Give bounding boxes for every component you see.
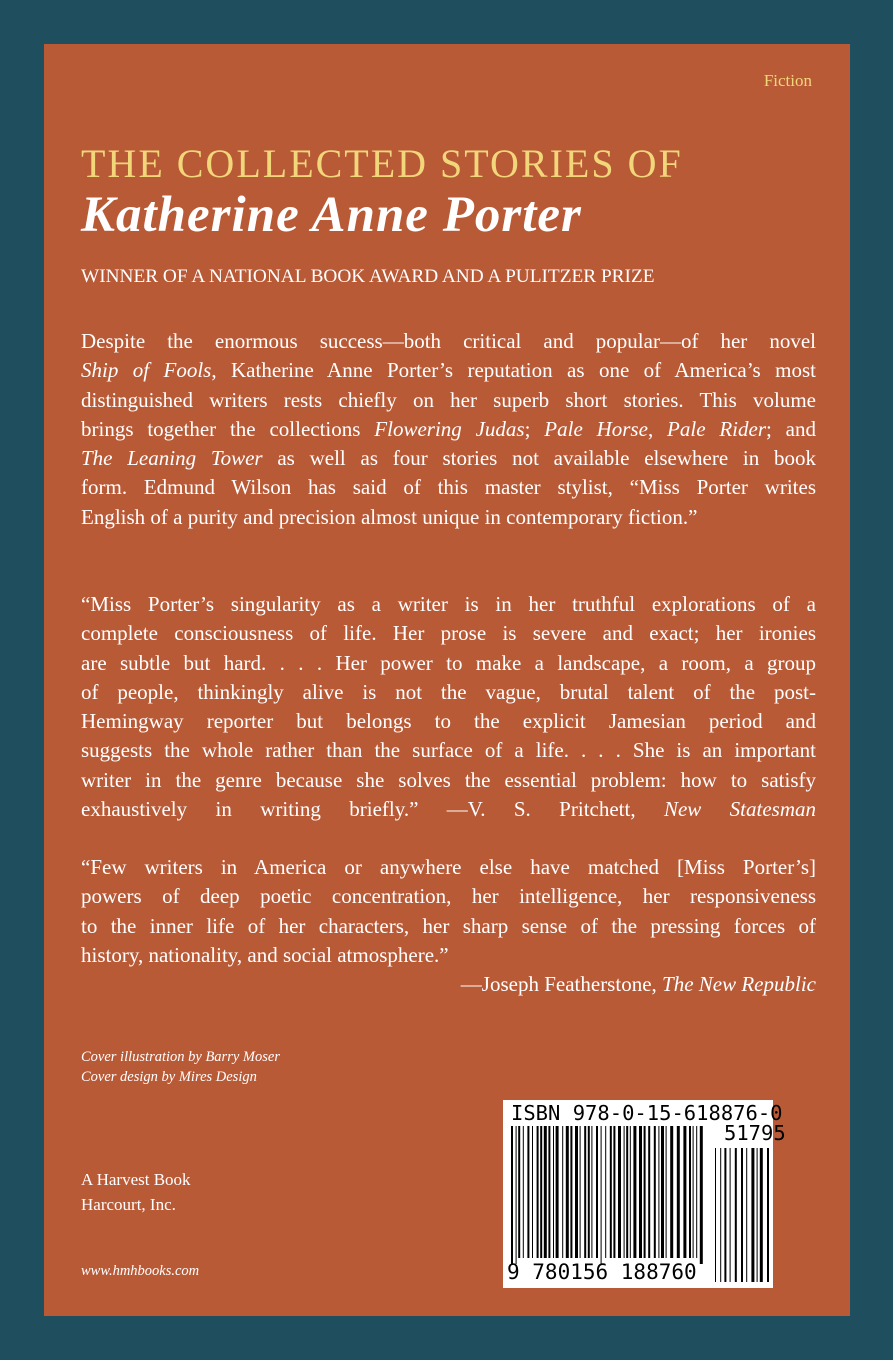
text-segment: exhaustively in writing briefly.” —V. S. Pritchett, [81,797,664,822]
addon-bar [741,1148,743,1282]
text-line [81,970,816,999]
website-url: www.hmhbooks.com [81,1263,200,1279]
barcode-bar [696,1126,697,1258]
barcode-bar [626,1126,628,1258]
italic-title: Ship of Fools [81,358,212,383]
addon-bar [757,1148,758,1282]
barcode-bar [548,1126,550,1258]
barcode-bar [654,1126,656,1258]
barcode-bar [532,1126,533,1258]
text-line [81,590,816,619]
barcode-bar [527,1126,529,1258]
barcode-bar [601,1126,602,1264]
text-line [81,707,816,736]
barcode-bar [624,1126,625,1258]
text-line [81,912,816,941]
award-line: WINNER OF A NATIONAL BOOK AWARD AND A PULITZER PRIZE [81,266,655,287]
addon-bar [730,1148,731,1282]
genre-label: Fiction [763,71,812,90]
text-segment: suggests the whole rather than the surface of a life. . . . She is an important [81,738,816,763]
text-segment: English of a purity and precision almost unique in contemporary fiction.” [81,504,698,529]
barcode-bar [613,1126,615,1258]
barcode-bar [544,1126,547,1258]
text-line [81,853,816,882]
barcode-bar [693,1126,694,1258]
text-line [81,327,816,356]
barcode-bar [639,1126,642,1258]
barcode-bar [584,1126,586,1258]
barcode-bar [618,1126,621,1258]
barcode-bar [648,1126,650,1258]
barcode-bar [566,1126,569,1258]
text-segment: complete consciousness of life. Her prose is severe and exact; her ironies [81,621,816,646]
barcode-bar [523,1126,524,1258]
text-line [81,736,816,765]
barcode-bar [670,1126,673,1258]
illustration-credit: Cover illustration by Barry Moser [81,1049,280,1065]
text-segment: brings together the collections [81,416,375,441]
text-segment: powers of deep poetic concentration, her intelligence, her responsiveness [81,884,816,909]
text-segment: , Katherine Anne Porter’s reputation as one of America’s most [211,358,816,383]
book-back-cover [44,44,850,1316]
text-line [81,766,816,795]
text-line [81,795,816,824]
barcode-bar [689,1126,691,1258]
italic-title: Pale Rider [667,416,767,441]
barcode-bar [570,1126,572,1258]
design-credit: Cover design by Mires Design [81,1069,257,1085]
barcode-bar [591,1126,592,1258]
text-segment: form. Edmund Wilson has said of this master stylist, “Miss Porter writes [81,475,816,500]
italic-title: The Leaning Tower [81,446,263,471]
text-line [81,941,816,970]
italic-title: Flowering Judas [374,416,525,441]
barcode-bar [580,1126,581,1258]
isbn-barcode [503,1100,786,1288]
addon-bar [724,1148,726,1282]
addon-bar [760,1148,763,1282]
barcode-bar [511,1126,513,1264]
barcode-bar [630,1126,631,1258]
barcode-bar [666,1126,667,1258]
barcode-bar [605,1126,606,1258]
barcode-bar [540,1126,542,1258]
title-author: Katherine Anne Porter [81,187,582,243]
text-segment: “Miss Porter’s singularity as a writer is in her truthful explorations of a [81,592,816,616]
barcode-bar [633,1126,636,1258]
text-line [81,415,816,444]
barcode-bar [677,1126,680,1258]
barcode-bar [700,1126,703,1264]
text-segment: writer in the genre because she solves the essential problem: how to satisfy [81,767,816,792]
publisher-imprint: A Harvest Book [81,1170,191,1189]
featherstone-quote [81,853,816,999]
barcode-bar [537,1126,539,1258]
italic-title: Pale Horse [544,416,648,441]
price-code: 51795 [724,1121,786,1145]
addon-bar [767,1148,769,1282]
text-segment: are subtle but hard. . . . Her power to make a landscape, a room, a group [81,650,816,675]
text-line [81,444,816,473]
text-line [81,503,816,532]
barcode-bar [658,1126,659,1258]
text-segment: ; and [766,416,817,441]
text-segment: as well as four stories not available elsewhere in book [262,446,816,471]
barcode-bar [588,1126,590,1258]
description-paragraph [81,327,816,532]
addon-bar [751,1148,754,1282]
barcode-bar [575,1126,578,1258]
text-segment: Hemingway reporter but belongs to the explicit Jamesian period and [81,709,816,734]
addon-bar [715,1148,716,1282]
addon-bar [720,1148,721,1282]
title-line-1: THE COLLECTED STORIES OF [81,141,683,186]
text-line [81,386,816,415]
text-line [81,649,816,678]
pritchett-quote [81,590,816,824]
text-line [81,882,816,911]
barcode-bar [562,1126,563,1258]
publisher-block [81,1167,191,1217]
barcode-bar [553,1126,554,1258]
barcode-bar [661,1126,664,1258]
addon-bar [735,1148,737,1282]
text-segment: of people, thinkingly alive is not the vague, brutal talent of the post- [81,679,816,704]
barcode-bar [596,1126,598,1258]
text-segment: ; [524,416,545,441]
publisher-name: Harcourt, Inc. [81,1195,176,1214]
text-line [81,356,816,385]
text-line [81,619,816,648]
italic-title: New Statesman [663,797,817,822]
barcode-bar [516,1126,517,1264]
text-segment: history, nationality, and social atmosphere.” [81,942,449,967]
barcode-bar [556,1126,559,1258]
cover-credits [81,1047,280,1087]
barcode-bar [644,1126,646,1258]
text-line [81,473,816,502]
barcode-bar [610,1126,612,1258]
text-segment: Despite the enormous success—both critical and popular—of her novel [81,329,816,353]
isbn-label: ISBN 978-0-15-618876-0 [511,1101,783,1125]
text-segment: distinguished writers rests chiefly on her superb short stories. This volume [81,387,816,412]
text-segment: , [647,416,668,441]
barcode-bar [683,1126,686,1258]
addon-bar [746,1148,747,1282]
barcode-bar [518,1126,520,1258]
text-segment: to the inner life of her characters, her sharp sense of the pressing forces of [81,913,816,938]
ean-number: 9 780156 188760 [507,1260,697,1284]
text-segment: —Joseph Featherstone, [460,972,663,997]
text-line [81,678,816,707]
italic-title: The New Republic [662,972,816,997]
text-segment: “Few writers in America or anywhere else have matched [Miss Porter’s] [81,855,816,879]
